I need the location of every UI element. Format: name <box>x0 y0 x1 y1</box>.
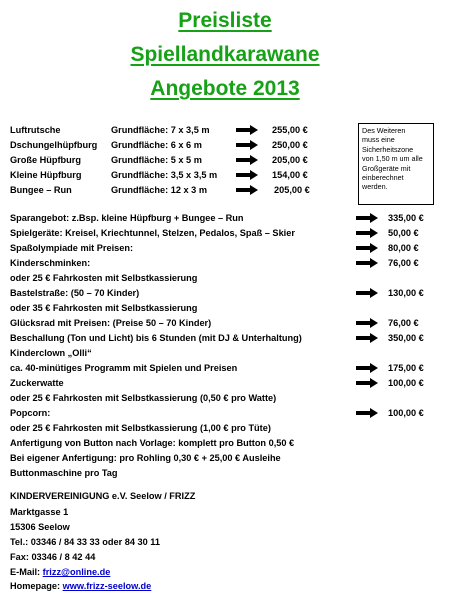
offer-line: Kinderclown „Olli“ <box>10 348 92 358</box>
item-area: Grundfläche: 7 x 3,5 m <box>111 125 210 135</box>
item-price: 250,00 € <box>272 140 308 150</box>
right-arrow-icon <box>236 170 258 180</box>
item-area: Grundfläche: 6 x 6 m <box>111 140 202 150</box>
offer-line: Popcorn: <box>10 408 51 418</box>
item-name: Kleine Hüpfburg <box>10 170 82 180</box>
offer-price: 100,00 € <box>388 408 424 418</box>
right-arrow-icon <box>356 243 378 253</box>
item-name: Luftrutsche <box>10 125 61 135</box>
note-line: einberechnet <box>362 173 404 183</box>
offer-line: Spielgeräte: Kreisel, Kriechtunnel, Stelzen, Pedalos, Spaß – Skier <box>10 228 295 238</box>
offer-price: 76,00 € <box>388 258 419 268</box>
right-arrow-icon <box>356 378 378 388</box>
offer-price: 80,00 € <box>388 243 419 253</box>
offer-line: Beschallung (Ton und Licht) bis 6 Stunden (mit DJ & Unterhaltung) <box>10 333 302 343</box>
address-city: 15306 Seelow <box>10 522 70 532</box>
offer-line: Buttonmaschine pro Tag <box>10 468 118 478</box>
item-price: 255,00 € <box>272 125 308 135</box>
org-name: KINDERVEREINIGUNG e.V. Seelow / FRIZZ <box>10 491 196 501</box>
offer-line: Spaßolympiade mit Preisen: <box>10 243 134 253</box>
item-area: Grundfläche: 12 x 3 m <box>111 185 207 195</box>
note-line: muss eine <box>362 135 395 145</box>
offer-line: ca. 40-minütiges Programm mit Spielen und Preisen <box>10 363 238 373</box>
offer-line: oder 25 € Fahrkosten mit Selbstkassierung <box>10 273 198 283</box>
right-arrow-icon <box>356 318 378 328</box>
offer-line: Bei eigener Anfertigung: pro Rohling 0,30 € + 25,00 € Ausleihe <box>10 453 281 463</box>
address-street: Marktgasse 1 <box>10 507 69 517</box>
note-line: Des Weiteren <box>362 126 406 135</box>
homepage-link[interactable]: www.frizz-seelow.de <box>62 581 152 591</box>
item-area: Grundfläche: 5 x 5 m <box>111 155 202 165</box>
item-price: 154,00 € <box>272 170 308 180</box>
right-arrow-icon <box>236 185 258 195</box>
phone: Tel.: 03346 / 84 33 33 oder 84 30 11 <box>10 537 160 547</box>
item-name: Große Hüpfburg <box>10 155 81 165</box>
offer-price: 50,00 € <box>388 228 419 238</box>
offer-line: Anfertigung von Button nach Vorlage: komplett pro Button 0,50 € <box>10 438 295 448</box>
offer-price: 175,00 € <box>388 363 424 373</box>
right-arrow-icon <box>356 363 378 373</box>
title-angebote: Angebote 2013 <box>150 77 300 100</box>
note-line: werden. <box>362 182 388 192</box>
note-line: von 1,50 m um alle <box>362 154 423 164</box>
offer-line: Zuckerwatte <box>10 378 64 388</box>
item-price: 205,00 € <box>274 185 310 195</box>
offer-line: Glücksrad mit Preisen: (Preise 50 – 70 Kinder) <box>10 318 212 328</box>
note-line: Sicherheitszone <box>362 144 414 154</box>
offer-line: Sparangebot: z.Bsp. kleine Hüpfburg + Bungee – Run <box>10 213 244 223</box>
item-area: Grundfläche: 3,5 x 3,5 m <box>111 170 218 180</box>
offer-price: 335,00 € <box>388 213 424 223</box>
right-arrow-icon <box>236 140 258 150</box>
title-preisliste: Preisliste <box>178 9 272 32</box>
offer-line: oder 25 € Fahrkosten mit Selbstkassierung (1,00 € pro Tüte) <box>10 423 271 433</box>
item-name: Dschungelhüpfburg <box>10 140 98 150</box>
email-row-label: E-Mail: <box>10 567 43 577</box>
right-arrow-icon <box>356 408 378 418</box>
offer-price: 130,00 € <box>388 288 424 298</box>
offer-price: 100,00 € <box>388 378 424 388</box>
item-name: Bungee – Run <box>10 185 72 195</box>
right-arrow-icon <box>356 333 378 343</box>
offer-price: 76,00 € <box>388 318 419 328</box>
offer-line: oder 25 € Fahrkosten mit Selbstkassierung (0,50 € pro Watte) <box>10 393 277 403</box>
right-arrow-icon <box>356 213 378 223</box>
right-arrow-icon <box>236 155 258 165</box>
right-arrow-icon <box>356 228 378 238</box>
offer-line: Bastelstraße: (50 – 70 Kinder) <box>10 288 140 298</box>
email-link[interactable]: frizz@online.de <box>42 567 111 577</box>
fax: Fax: 03346 / 8 42 44 <box>10 552 96 562</box>
homepage-row-label: Homepage: <box>10 581 63 591</box>
note-line: Großgeräte mit <box>362 163 411 173</box>
offer-line: oder 35 € Fahrkosten mit Selbstkassierung <box>10 303 198 313</box>
offer-line: Kinderschminken: <box>10 258 91 268</box>
right-arrow-icon <box>356 288 378 298</box>
email-row <box>10 566 110 578</box>
offer-price: 350,00 € <box>388 333 424 343</box>
homepage-row <box>10 580 151 592</box>
right-arrow-icon <box>236 125 258 135</box>
right-arrow-icon <box>356 258 378 268</box>
safety-zone-note <box>358 123 434 205</box>
item-price: 205,00 € <box>272 155 308 165</box>
title-spiellandkarawane: Spiellandkarawane <box>130 43 320 66</box>
